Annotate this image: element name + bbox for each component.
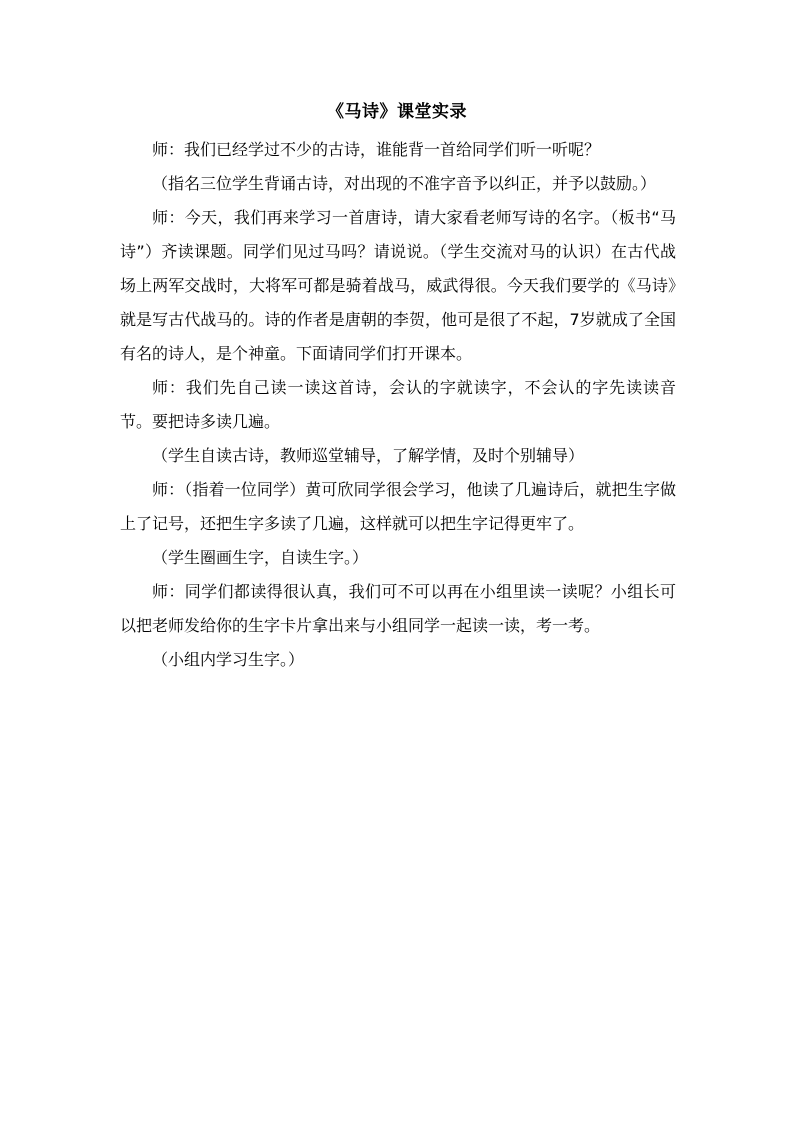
paragraph: （学生圈画生字，自读生字。） <box>152 548 369 567</box>
paragraph: 师：我们先自己读一读这首诗，会认的字就读字，不会认的字先读读音节。要把诗多读几遍。 <box>120 378 676 431</box>
paragraph: （小组内学习生字。） <box>152 650 305 669</box>
paragraph: 师：（指着一位同学）黄可欣同学很会学习，他读了几遍诗后，就把生字做上了记号，还把生字多读了几遍，这样就可以把生字记得更牢了。 <box>120 480 676 533</box>
paragraph: 师：我们已经学过不少的古诗，谁能背一首给同学们听一听呢？ <box>152 140 601 159</box>
document-body <box>120 133 676 677</box>
paragraph: 师：同学们都读得很认真，我们可不可以再在小组里读一读呢？小组长可以把老师发给你的生字卡片拿出来与小组同学一起读一读，考一考。 <box>120 582 676 635</box>
paragraph: 师：今天，我们再来学习一首唐诗，请大家看老师写诗的名字。（板书“马诗”）齐读课题。同学们见过马吗？请说说。（学生交流对马的认识）在古代战场上两军交战时，大将军可都是骑着战马，威武得很。今天我们要学的《马诗》就是写古代战马的。诗的作者是唐朝的李贺，他可是很了不起，7岁就成了全国有名的诗人，是个神童。下面请同学们打开课本。 <box>120 208 676 363</box>
paragraph: （学生自读古诗，教师巡堂辅导，了解学情，及时个别辅导） <box>152 446 585 465</box>
paragraph: （指名三位学生背诵古诗，对出现的不准字音予以纠正，并予以鼓励。） <box>152 174 657 193</box>
document-title: 《马诗》课堂实录 <box>327 102 467 122</box>
